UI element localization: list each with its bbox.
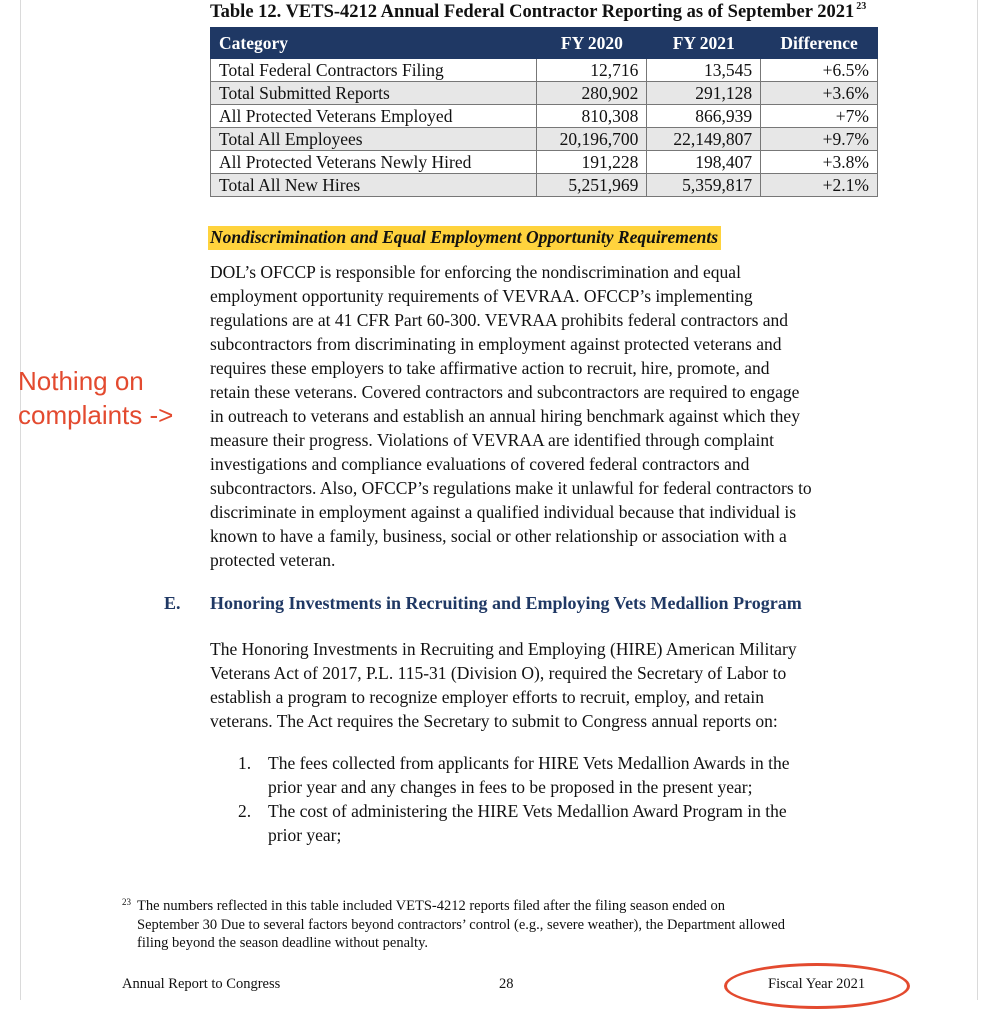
header-fy2021: FY 2021 — [647, 28, 761, 59]
cell-fy2021: 13,545 — [647, 59, 761, 82]
page-right-edge — [977, 0, 978, 1000]
page-number: 28 — [499, 976, 514, 992]
circle-annotation — [724, 963, 910, 1009]
table-row — [211, 82, 878, 105]
header-category: Category — [211, 28, 537, 59]
paragraph-line: regulations are at 41 CFR Part 60-300. VEVRAA prohibits federal contractors and — [210, 310, 789, 330]
vets-4212-table — [210, 27, 878, 197]
list-line: prior year; — [268, 825, 342, 845]
cell-fy2020: 810,308 — [537, 105, 647, 128]
cell-fy2021: 5,359,817 — [647, 174, 761, 197]
cell-difference: +7% — [761, 105, 878, 128]
paragraph-line: DOL’s OFCCP is responsible for enforcing the nondiscrimination and equal — [210, 262, 741, 282]
table-row — [211, 105, 878, 128]
annotation-line: Nothing on — [18, 366, 144, 396]
paragraph-line: protected veteran. — [210, 550, 336, 570]
list-text — [268, 751, 789, 799]
table-row — [211, 59, 878, 82]
paragraph-line: subcontractors. Also, OFCCP’s regulations make it unlawful for federal contractors to — [210, 478, 812, 498]
cell-difference: +6.5% — [761, 59, 878, 82]
header-fy2020: FY 2020 — [537, 28, 647, 59]
cell-fy2020: 191,228 — [537, 151, 647, 174]
cell-fy2021: 291,128 — [647, 82, 761, 105]
list-line: The fees collected from applicants for HIRE Vets Medallion Awards in the — [268, 753, 790, 773]
table-row — [211, 128, 878, 151]
paragraph-line: requires these employers to take affirmative action to recruit, hire, promote, and — [210, 358, 770, 378]
list-number: 1. — [238, 753, 252, 773]
footnote-line: The numbers reflected in this table included VETS-4212 reports filed after the filing season ended on — [137, 898, 726, 914]
paragraph-line: The Honoring Investments in Recruiting and Employing (HIRE) American Military — [210, 639, 797, 659]
table-header-row — [211, 28, 878, 59]
cell-fy2021: 866,939 — [647, 105, 761, 128]
paragraph-line: retain these veterans. Covered contractors and subcontractors are required to engage — [210, 382, 800, 402]
cell-category: Total All New Hires — [211, 174, 537, 197]
cell-difference: +3.6% — [761, 82, 878, 105]
cell-fy2020: 12,716 — [537, 59, 647, 82]
cell-category: All Protected Veterans Employed — [211, 105, 537, 128]
cell-fy2020: 20,196,700 — [537, 128, 647, 151]
list-number: 2. — [238, 801, 252, 821]
list-line: prior year and any changes in fees to be proposed in the present year; — [268, 777, 753, 797]
header-difference: Difference — [761, 28, 878, 59]
cell-category: Total Submitted Reports — [211, 82, 537, 105]
hire-act-paragraph — [210, 637, 797, 733]
table-title-text: Table 12. VETS-4212 Annual Federal Contractor Reporting as of September 2021 — [210, 2, 855, 22]
cell-fy2021: 22,149,807 — [647, 128, 761, 151]
paragraph-line: measure their progress. Violations of VEVRAA are identified through complaint — [210, 430, 775, 450]
paragraph-line: veterans. The Act requires the Secretary to submit to Congress annual reports on: — [210, 711, 778, 731]
table-row — [211, 151, 878, 174]
paragraph-line: in outreach to veterans and establish an annual hiring benchmark against which they — [210, 406, 800, 426]
table-title — [210, 1, 866, 23]
list-text — [268, 799, 787, 847]
section-letter: E. — [164, 593, 181, 613]
annotation-line: complaints -> — [18, 400, 174, 430]
footnote-mark: 23 — [122, 897, 131, 907]
paragraph-line: discriminate in employment against a qualified individual because that individual is — [210, 502, 797, 522]
paragraph-line: investigations and compliance evaluations of covered federal contractors and — [210, 454, 750, 474]
paragraph-line: subcontractors from discriminating in employment against protected veterans and — [210, 334, 782, 354]
paragraph-line: employment opportunity requirements of VEVRAA. OFCCP’s implementing — [210, 286, 753, 306]
cell-difference: +3.8% — [761, 151, 878, 174]
cell-difference: +2.1% — [761, 174, 878, 197]
paragraph-line: known to have a family, business, social or other relationship or association with a — [210, 526, 787, 546]
cell-fy2020: 5,251,969 — [537, 174, 647, 197]
cell-difference: +9.7% — [761, 128, 878, 151]
cell-fy2021: 198,407 — [647, 151, 761, 174]
footnote-body — [137, 897, 785, 953]
cell-category: Total All Employees — [211, 128, 537, 151]
footnote-line: September 30 Due to several factors beyond contractors’ control (e.g., severe weather), the Department allowed — [137, 916, 785, 933]
cell-category: All Protected Veterans Newly Hired — [211, 151, 537, 174]
page-left-edge — [20, 0, 21, 1000]
list-line: The cost of administering the HIRE Vets Medallion Award Program in the — [268, 801, 787, 821]
complaints-annotation — [18, 364, 173, 432]
nondiscrimination-heading: Nondiscrimination and Equal Employment Opportunity Requirements — [208, 226, 721, 250]
footnote-line: filing beyond the season deadline without penalty. — [137, 935, 429, 951]
section-title: Honoring Investments in Recruiting and Employing Vets Medallion Program — [210, 593, 802, 613]
table-row — [211, 174, 878, 197]
paragraph-line: Veterans Act of 2017, P.L. 115-31 (Division O), required the Secretary of Labor to — [210, 663, 787, 683]
footer-report-name: Annual Report to Congress — [122, 976, 281, 992]
paragraph-line: establish a program to recognize employer efforts to recruit, employ, and retain — [210, 687, 764, 707]
cell-category: Total Federal Contractors Filing — [211, 59, 537, 82]
footer-fiscal-year: Fiscal Year 2021 — [768, 976, 866, 992]
nondiscrimination-paragraph — [210, 260, 812, 572]
cell-fy2020: 280,902 — [537, 82, 647, 105]
table-title-footnote-mark: 23 — [856, 1, 867, 12]
